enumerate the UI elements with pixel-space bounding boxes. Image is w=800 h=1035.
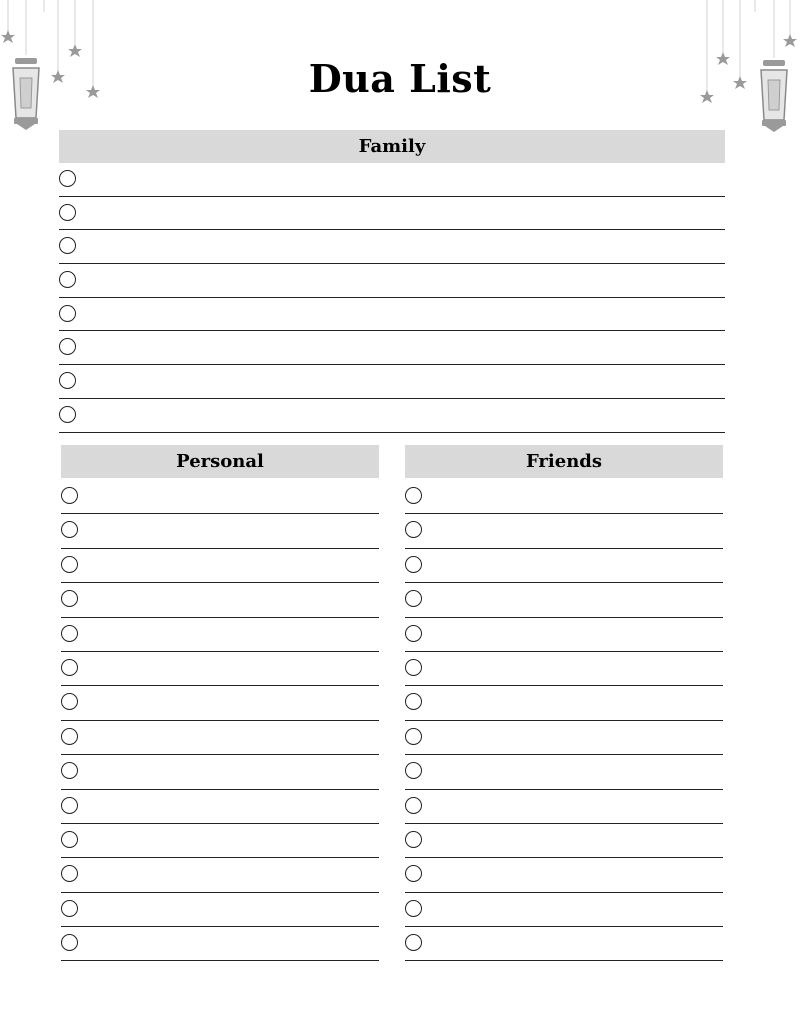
circle-checkbox[interactable] (405, 728, 422, 745)
section-header-friends: Friends (405, 445, 723, 478)
circle-checkbox[interactable] (61, 728, 78, 745)
circle-checkbox[interactable] (59, 237, 76, 254)
circle-checkbox[interactable] (59, 338, 76, 355)
circle-checkbox[interactable] (405, 556, 422, 573)
circle-checkbox[interactable] (61, 521, 78, 538)
list-row[interactable] (61, 790, 379, 824)
circle-checkbox[interactable] (61, 831, 78, 848)
list-row[interactable] (59, 399, 725, 433)
list-row[interactable] (405, 755, 723, 789)
list-row[interactable] (59, 163, 725, 197)
circle-checkbox[interactable] (59, 271, 76, 288)
list-row[interactable] (405, 480, 723, 514)
list-row[interactable] (405, 893, 723, 927)
circle-checkbox[interactable] (405, 762, 422, 779)
circle-checkbox[interactable] (59, 372, 76, 389)
list-row[interactable] (61, 721, 379, 755)
circle-checkbox[interactable] (405, 900, 422, 917)
friends-list (405, 480, 723, 961)
circle-checkbox[interactable] (405, 625, 422, 642)
family-list (59, 163, 725, 433)
circle-checkbox[interactable] (59, 305, 76, 322)
list-row[interactable] (405, 686, 723, 720)
circle-checkbox[interactable] (405, 521, 422, 538)
circle-checkbox[interactable] (59, 204, 76, 221)
list-row[interactable] (405, 824, 723, 858)
circle-checkbox[interactable] (61, 934, 78, 951)
list-row[interactable] (59, 298, 725, 332)
list-row[interactable] (61, 686, 379, 720)
page-title: Dua List (308, 56, 492, 101)
circle-checkbox[interactable] (61, 762, 78, 779)
circle-checkbox[interactable] (405, 831, 422, 848)
list-row[interactable] (59, 264, 725, 298)
list-row[interactable] (405, 618, 723, 652)
list-row[interactable] (61, 583, 379, 617)
list-row[interactable] (61, 618, 379, 652)
list-row[interactable] (405, 549, 723, 583)
list-row[interactable] (405, 858, 723, 892)
circle-checkbox[interactable] (59, 170, 76, 187)
circle-checkbox[interactable] (59, 406, 76, 423)
circle-checkbox[interactable] (405, 590, 422, 607)
circle-checkbox[interactable] (61, 590, 78, 607)
list-row[interactable] (61, 858, 379, 892)
list-row[interactable] (59, 331, 725, 365)
circle-checkbox[interactable] (405, 934, 422, 951)
circle-checkbox[interactable] (61, 797, 78, 814)
list-row[interactable] (59, 230, 725, 264)
list-row[interactable] (405, 514, 723, 548)
personal-list (61, 480, 379, 961)
list-row[interactable] (61, 480, 379, 514)
moon-icon (36, 6, 60, 38)
circle-checkbox[interactable] (405, 487, 422, 504)
section-header-family: Family (59, 130, 725, 163)
list-row[interactable] (405, 583, 723, 617)
circle-checkbox[interactable] (61, 625, 78, 642)
moon-icon (740, 8, 764, 38)
list-row[interactable] (61, 893, 379, 927)
circle-checkbox[interactable] (61, 556, 78, 573)
list-row[interactable] (61, 927, 379, 961)
list-row[interactable] (405, 927, 723, 961)
list-row[interactable] (59, 197, 725, 231)
list-row[interactable] (61, 549, 379, 583)
list-row[interactable] (405, 790, 723, 824)
circle-checkbox[interactable] (405, 865, 422, 882)
circle-checkbox[interactable] (61, 487, 78, 504)
circle-checkbox[interactable] (61, 659, 78, 676)
circle-checkbox[interactable] (405, 659, 422, 676)
list-row[interactable] (61, 652, 379, 686)
list-row[interactable] (405, 721, 723, 755)
list-row[interactable] (59, 365, 725, 399)
circle-checkbox[interactable] (61, 693, 78, 710)
circle-checkbox[interactable] (61, 900, 78, 917)
circle-checkbox[interactable] (61, 865, 78, 882)
list-row[interactable] (61, 755, 379, 789)
section-header-personal: Personal (61, 445, 379, 478)
list-row[interactable] (405, 652, 723, 686)
circle-checkbox[interactable] (405, 797, 422, 814)
list-row[interactable] (61, 824, 379, 858)
list-row[interactable] (61, 514, 379, 548)
circle-checkbox[interactable] (405, 693, 422, 710)
